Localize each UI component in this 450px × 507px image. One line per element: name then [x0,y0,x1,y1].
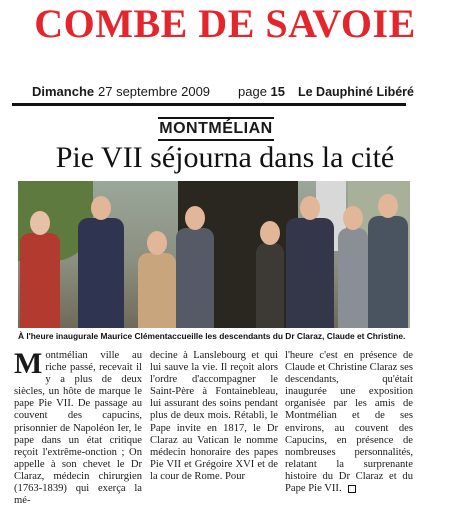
photo-person [176,228,214,328]
photo-person [78,218,124,328]
article-column-2 [150,350,278,483]
dateline-bar [12,83,414,106]
photo-person [256,243,284,328]
dateline-page [238,83,285,101]
page-label: page [238,84,267,99]
photo-person [368,216,408,328]
article-headline: Pie VII séjourna dans la cité [55,141,395,174]
photo-person [20,233,60,328]
article-photo [18,181,410,328]
article-column-3 [285,350,413,495]
photo-person [286,218,334,328]
article-kicker: MONTMÉLIAN [158,117,274,141]
article-text: decine à Lanslebourg et qui lui sauve la vie. Il reçoit alors l'ordre d'accompagner le Saint-Père à Fontainebleau, lui assurant des soins pendant plus de deux mois. Rétabli, le Pape invite en 1817, le Dr Claraz au Vatican le nomme médecin honoraire des papes Pie VII et Grégoire XVI et de la cour de Rome. Pour [150,350,278,482]
photo-caption: À l'heure inaugurale Maurice Clémentaccueille les descendants du Dr Claraz, Claude et Christine. [18,331,406,341]
end-of-article-icon [348,485,356,493]
dateline-day: Dimanche [32,84,95,99]
article-text: ontmélian ville au riche passé, recevait il y a plus de deux siècles, un hôte de marque le pape Pie VII. De passage au couvent des capucins, prisonnier de Napoléon Ier, le pape dans un état critique reçoit l'extrême-onction ; On appelle à son chevet le Dr Claraz, médecin chirurgien (1763-1839) qui exerça la mé- [14,350,142,507]
article-column-1 [14,347,142,507]
dateline-date: 27 septembre 2009 [98,84,211,99]
photo-person [138,253,176,328]
newspaper-masthead: COMBE DE SAVOIE [34,1,416,46]
page-number: 15 [270,84,286,99]
article-text: l'heure c'est en présence de Claude et Christine Claraz ses descendants, qu'était inaugurée une exposition organisée par les amis de Montmélian et de ses environs, au couvent des Capucins, en présence de nombreuses personnalités, relatant la surprenante histoire du Dr Claraz et du Pape Pie VII. [285,350,413,495]
newspaper-name: Le Dauphiné Libéré [298,85,414,99]
photo-person [338,228,368,328]
drop-cap: M [14,347,43,380]
